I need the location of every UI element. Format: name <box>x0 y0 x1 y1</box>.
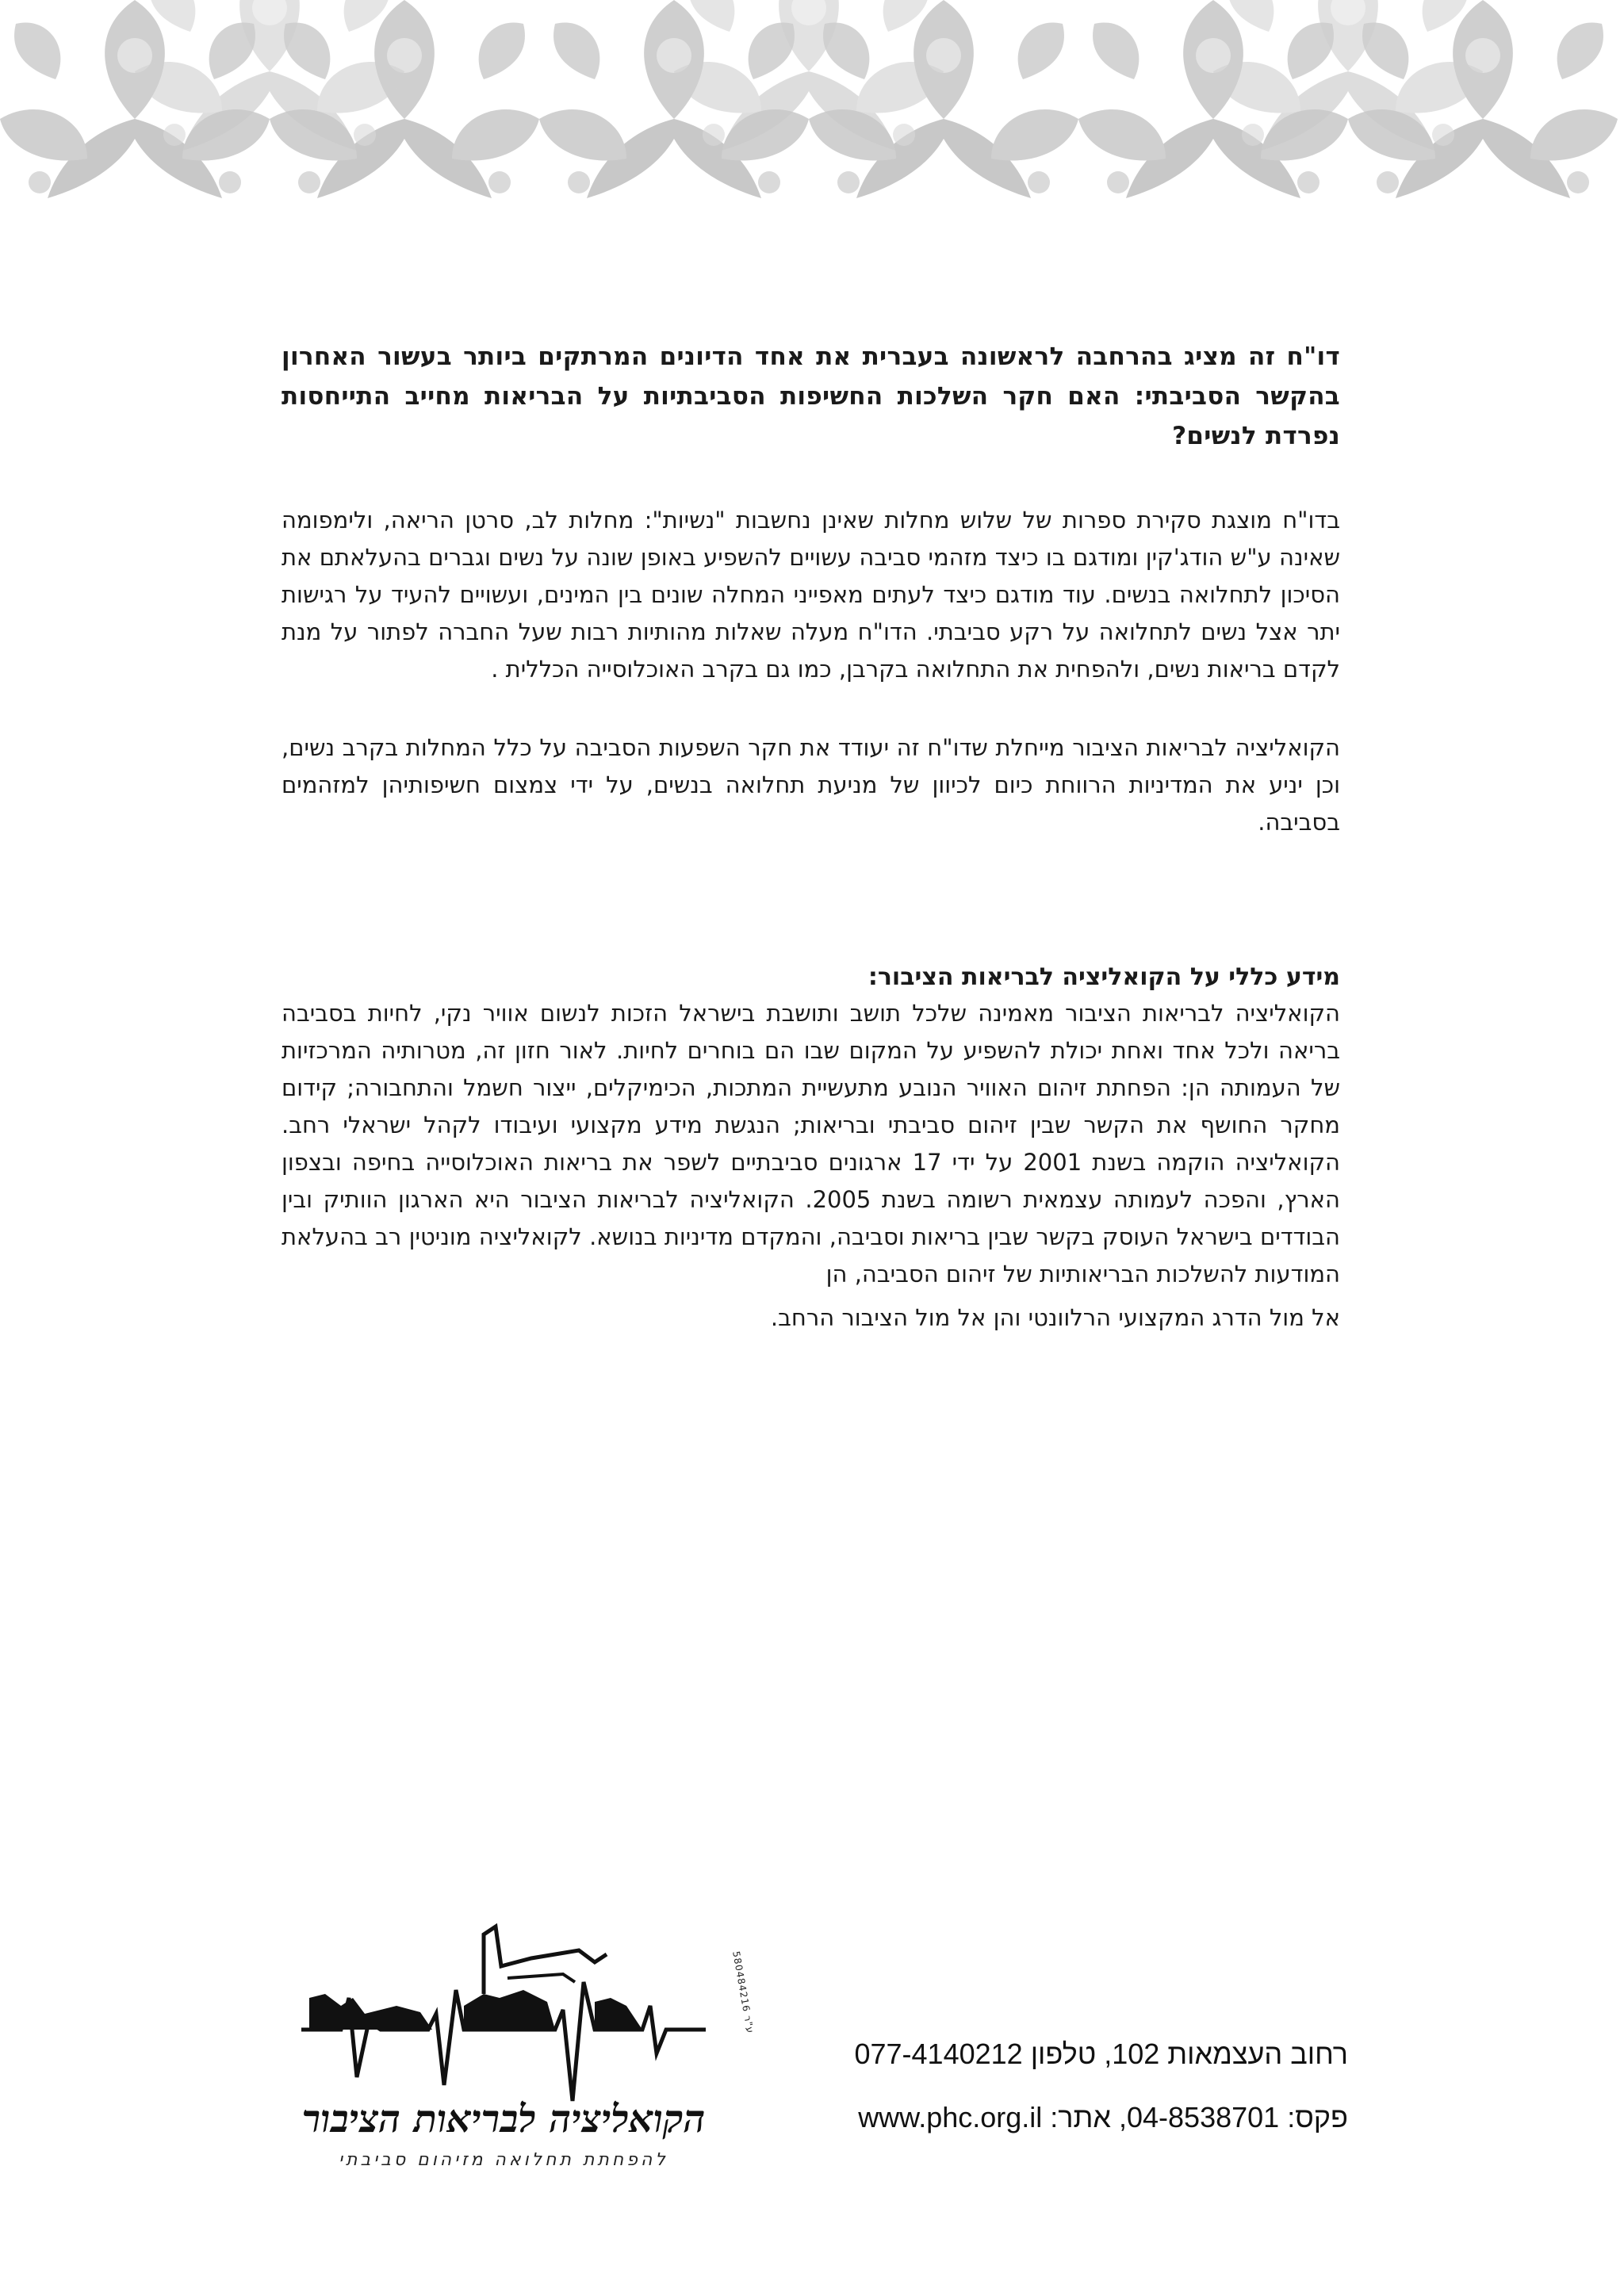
info-body: הקואליציה לבריאות הציבור מאמינה שלכל תושב ותושבת בישראל הזכות לנשום אוויר נקי, לחיות בסביבה בריאה ולכל אחד ואחת יכולת להשפיע על המקום שבו הם בוחרים לחיות. לאור חזון זה, מטרותיה המרכזיות של העמותה הן: הפחתת זיהום האוויר הנובע מתעשיית המתכות, הכימיקלים, ייצור חשמל והתחבורה; קידום מחקר החושף את הקשר שבין זיהום סביבתי ובריאות; הנגשת מידע מקצועי ועיבודו לקהל ישראלי רחב. הקואליציה הוקמה בשנת 2001 על ידי 17 ארגונים סביבתיים לשפר את בריאות האוכלוסייה בחיפה ובצפון הארץ, והפכה לעמותה עצמאית רשומה בשנת 2005. הקואליציה לבריאות הציבור היא הארגון הוותיק ובין הבודדים בישראל העוסק בקשר שבין בריאות וסביבה, והמקדם מדיניות בנושא. לקואליציה מוניטין רב בהעלאת המודעות להשלכות הבריאותיות של זיהום הסביבה, הן <box>282 1000 1340 1288</box>
address-phone-line: רחוב העצמאות 102, טלפון 077-4140212 <box>854 2038 1348 2070</box>
logo-title: הקואליציה לבריאות הציבור <box>301 2097 706 2141</box>
info-heading: מידע כללי על הקואליציה לבריאות הציבור: <box>868 963 1340 991</box>
lead-paragraph: דו"ח זה מציג בהרחבה לראשונה בעברית את אחד הדיונים המרתקים ביותר בעשור האחרון בהקשר הסביבתי: האם חקר השלכות החשיפות הסביבתיות על הבריאות מחייב התייחסות נפרדת לנשים? <box>282 342 1340 450</box>
fax-website-line: פקס: 04-8538701, אתר: www.phc.org.il <box>858 2101 1348 2133</box>
logo-subtitle: להפחתת תחלואה מזיהום סביבתי <box>339 2150 668 2170</box>
paragraph-literature-review: בדו"ח מוצגת סקירת ספרות של שלוש מחלות שאינן נחשבות "נשיות": מחלות לב, סרטן הריאה, ולימפומה שאינה ע"ש הודג'קין ומודגם בו כיצד מזהמי סביבה עשויים להשפיע באופן שונה על נשים וגברים בהעלאתם את הסיכון לתחלואה בנשים. עוד מודגם כיצד לעתים מאפייני המחלה שונים בין המינים, ועשויים להעיד על רגישות יתר אצל נשים לתחלואה על רקע סביבתי. הדו"ח מעלה שאלות מהותיות רבות שעל החברה לפתור על מנת לקדם בריאות נשים, ולהפחית את התחלואה בקרבן, כמו גם בקרב האוכלוסייה הכללית . <box>282 507 1340 683</box>
document-body <box>282 337 1340 1337</box>
paragraph-coalition-hope: הקואליציה לבריאות הציבור מייחלת שדו"ח זה יעודד את חקר השפעות הסביבה על כלל המחלות בקרב נשים, וכן יניע את המדיניות הרווחת כיום לכיוון של מניעת תחלואה בנשים, על ידי צמצום חשיפותיהן למזהמים בסביבה. <box>282 734 1340 836</box>
damask-ornament-banner <box>0 0 1624 206</box>
logo-serial-number: ע"ר 580484216 <box>730 1950 756 2035</box>
info-last-line: אל מול הדרג המקצועי הרלוונטי והן אל מול הציבור הרחב. <box>770 1304 1340 1331</box>
